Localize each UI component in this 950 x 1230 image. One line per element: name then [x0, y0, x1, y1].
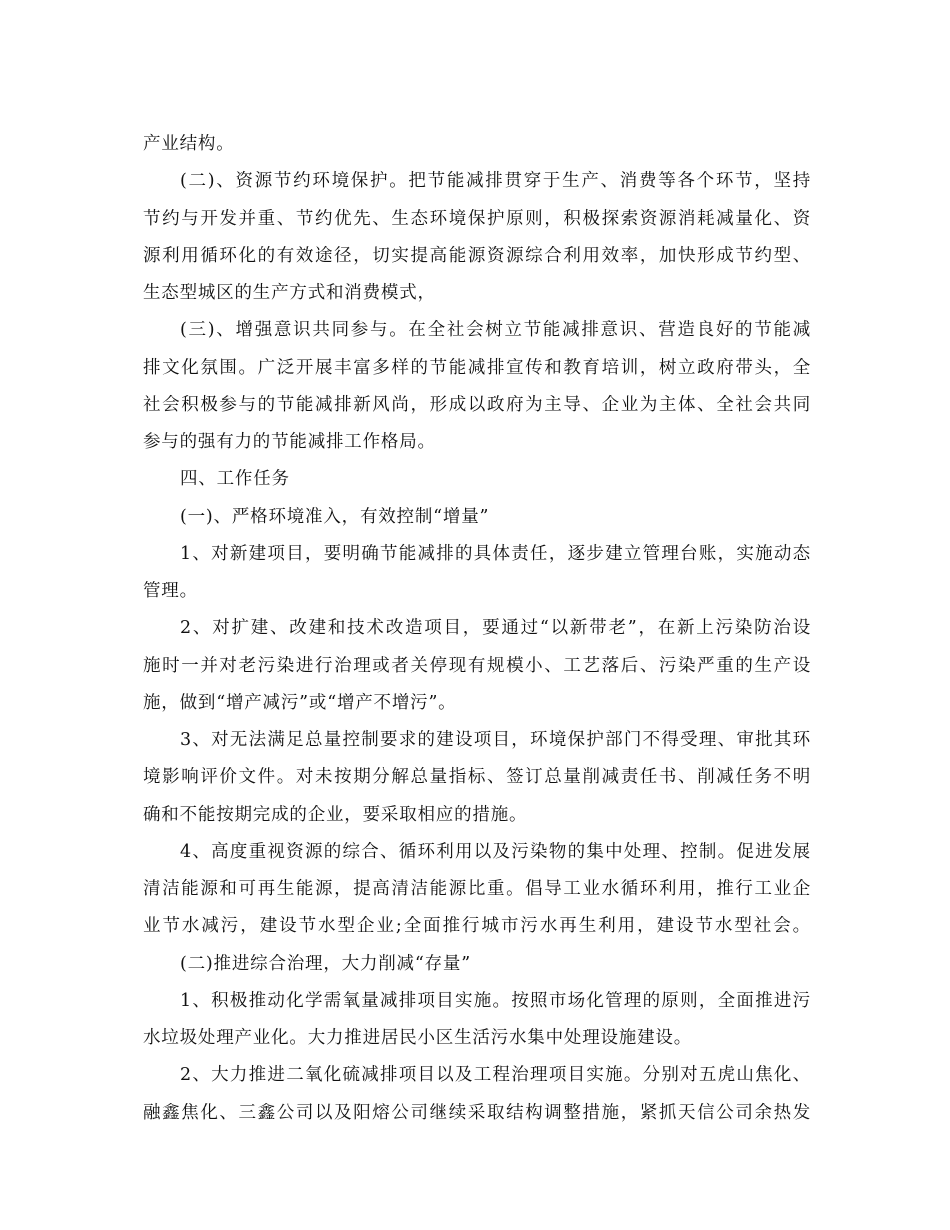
text-line: (一)、严格环境准入，有效控制“增量”: [180, 506, 490, 527]
text-line: 业节水减污，建设节水型企业;全面推行城市污水再生利用，建设节水型社会。: [143, 916, 811, 937]
text-line: 1、对新建项目，要明确节能减排的具体责任，逐步建立管理台账，实施动态: [180, 543, 811, 564]
text-line: (二)推进综合治理，大力削减“存量”: [180, 953, 471, 974]
text-line: 境影响评价文件。对未按期分解总量指标、签订总量削减责任书、削减任务不明: [143, 767, 811, 788]
text-line: 施，做到“增产减污”或“增产不增污”。: [143, 692, 457, 713]
text-line: 四、工作任务: [180, 469, 290, 490]
text-line: 清洁能源和可再生能源，提高清洁能源比重。倡导工业水循环利用，推行工业企: [143, 879, 811, 899]
text-line: (二)、资源节约环境保护。把节能减排贯穿于生产、消费等各个环节，坚持: [180, 171, 811, 192]
text-line: 社会积极参与的节能减排新风尚，形成以政府为主导、企业为主体、全社会共同: [143, 394, 811, 415]
document-body: [143, 126, 811, 1132]
text-line: 2、对扩建、改建和技术改造项目，要通过“以新带老”，在新上污染防治设: [180, 618, 811, 639]
text-line: (三)、增强意识共同参与。在全社会树立节能减排意识、营造良好的节能减: [180, 320, 811, 341]
text-line: 源利用循环化的有效途径，切实提高能源资源综合利用效率，加快形成节约型、: [143, 245, 811, 266]
text-line: 4、高度重视资源的综合、循环利用以及污染物的集中处理、控制。促进发展: [180, 841, 811, 862]
text-line: 产业结构。: [143, 134, 235, 154]
text-line: 水垃圾处理产业化。大力推进居民小区生活污水集中处理设施建设。: [143, 1028, 692, 1048]
text-line: 管理。: [143, 581, 198, 601]
text-line: 排文化氛围。广泛开展丰富多样的节能减排宣传和教育培训，树立政府带头，全: [143, 357, 811, 378]
text-line: 1、积极推动化学需氧量减排项目实施。按照市场化管理的原则，全面推进污: [180, 990, 811, 1011]
text-line: 2、大力推进二氧化硫减排项目以及工程治理项目实施。分别对五虎山焦化、: [180, 1065, 811, 1086]
text-line: 生态型城区的生产方式和消费模式，: [143, 283, 436, 303]
text-line: 施时一并对老污染进行治理或者关停现有规模小、工艺落后、污染严重的生产设: [143, 655, 811, 676]
text-line: 融鑫焦化、三鑫公司以及阳熔公司继续采取结构调整措施，紧抓天信公司余热发: [143, 1102, 811, 1123]
text-line: 确和不能按期完成的企业，要采取相应的措施。: [143, 804, 528, 825]
text-line: 参与的强有力的节能减排工作格局。: [143, 432, 436, 452]
text-line: 节约与开发并重、节约优先、生态环境保护原则，积极探索资源消耗减量化、资: [143, 208, 811, 229]
text-line: 3、对无法满足总量控制要求的建设项目，环境保护部门不得受理、审批其环: [180, 730, 811, 750]
